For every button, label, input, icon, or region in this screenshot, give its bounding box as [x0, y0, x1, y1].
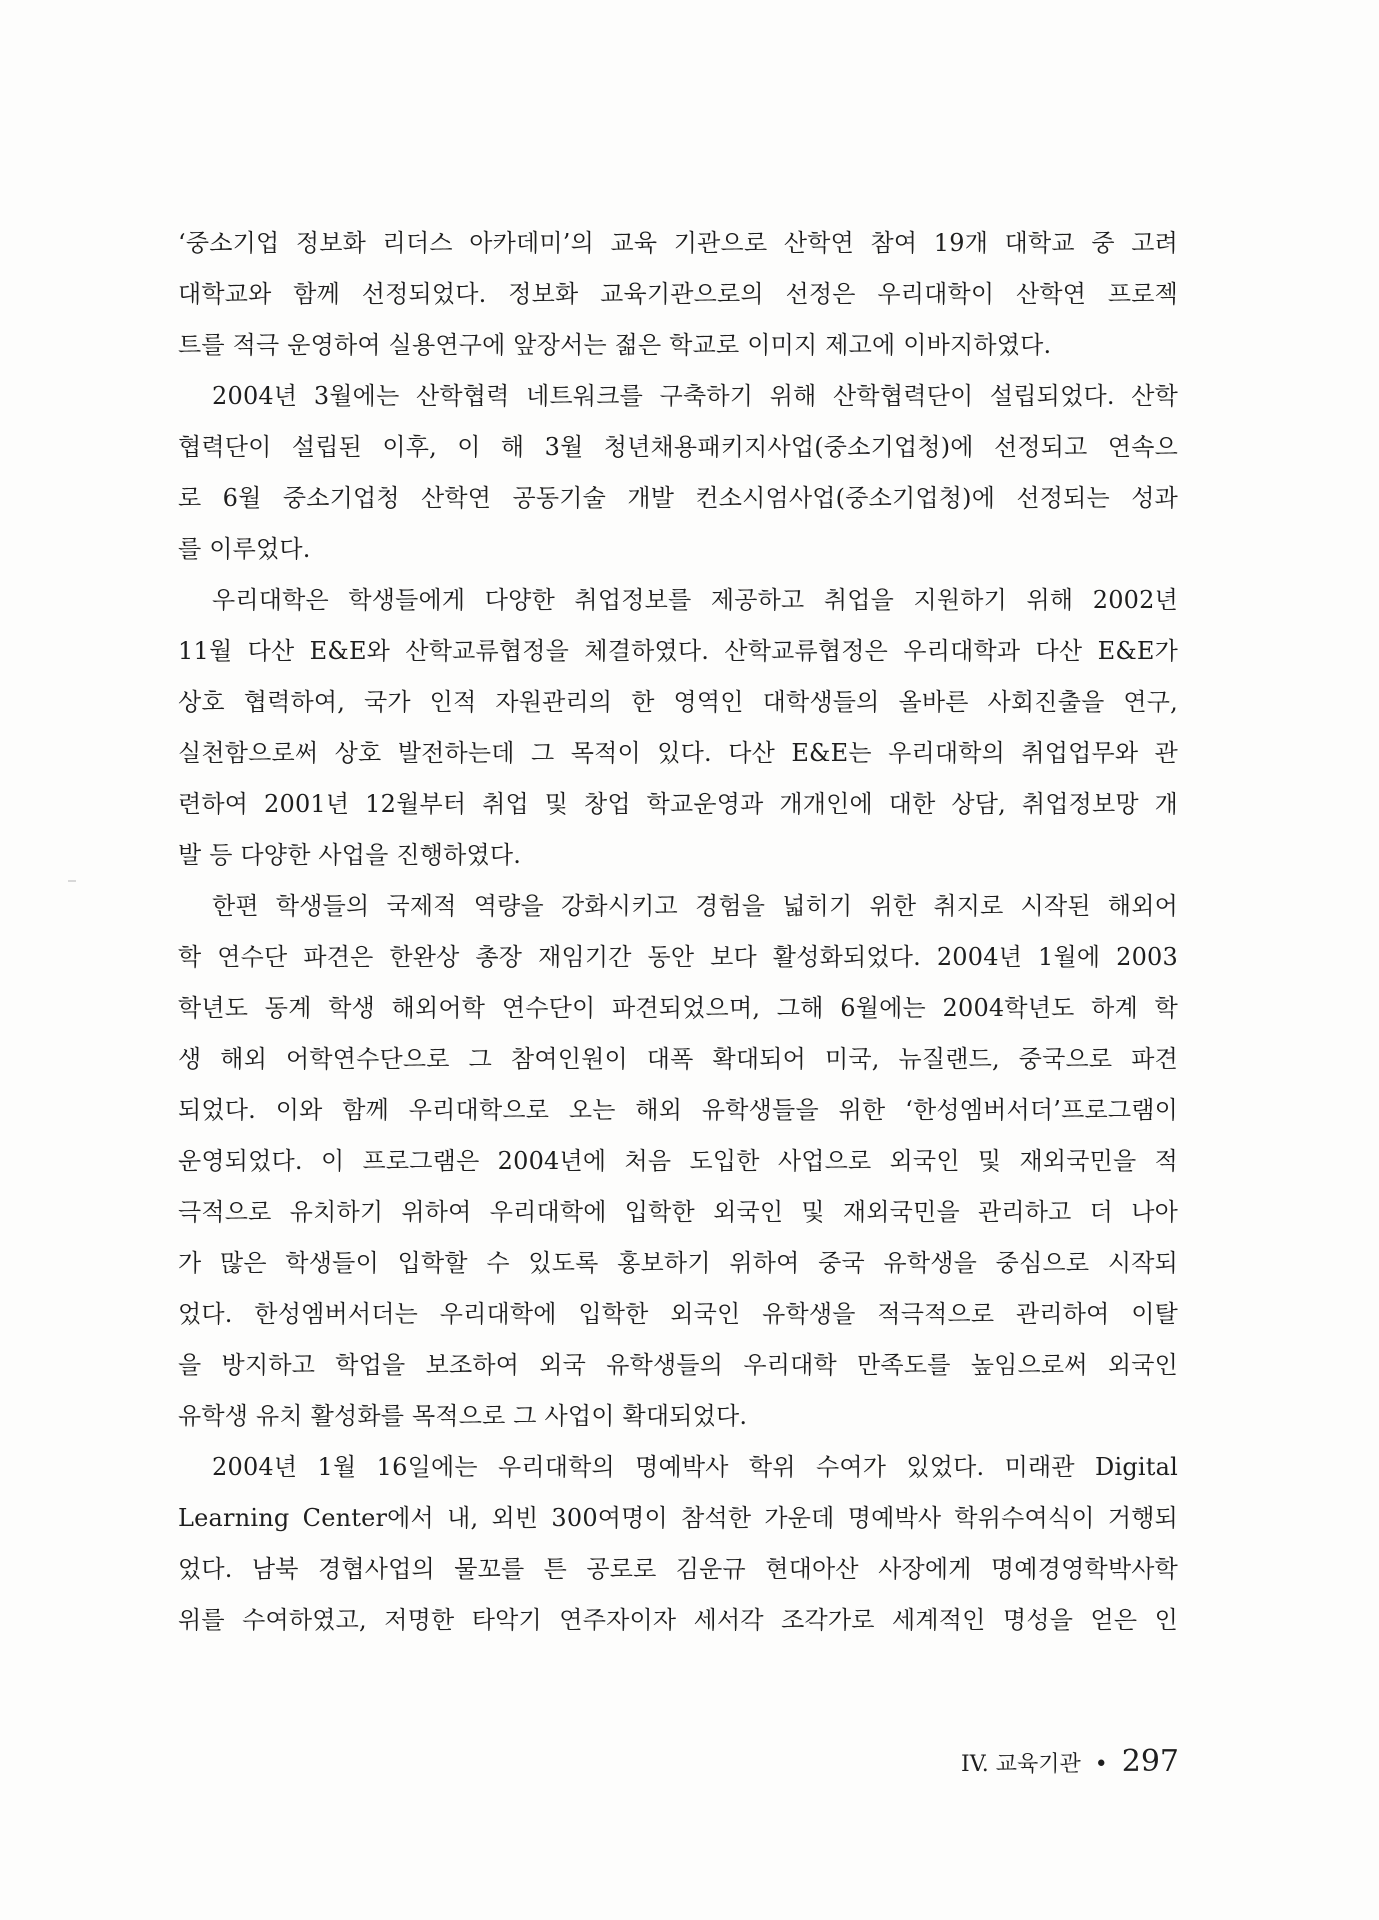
- text-line: 을 방지하고 학업을 보조하여 외국 유학생들의 우리대학 만족도를 높임으로써 외국인: [178, 1351, 1178, 1379]
- text-line: 가 많은 학생들이 입학할 수 있도록 홍보하기 위하여 중국 유학생을 중심으로 시작되: [178, 1249, 1178, 1277]
- text-line: 되었다. 이와 함께 우리대학으로 오는 해외 유학생들을 위한 ‘한성엠버서더’프로그램이: [178, 1096, 1178, 1124]
- text-line: 를 이루었다.: [178, 535, 311, 563]
- text-line: 극적으로 유치하기 위하여 우리대학에 입학한 외국인 및 재외국민을 관리하고 더 나아: [178, 1198, 1178, 1226]
- text-line: 2004년 3월에는 산학협력 네트워크를 구축하기 위해 산학협력단이 설립되었다. 산학: [212, 382, 1178, 410]
- text-line: 발 등 다양한 사업을 진행하였다.: [178, 841, 522, 869]
- text-line: 유학생 유치 활성화를 목적으로 그 사업이 확대되었다.: [178, 1402, 748, 1430]
- scan-mark: [68, 880, 76, 882]
- text-line: 2004년 1월 16일에는 우리대학의 명예박사 학위 수여가 있었다. 미래관 Digital: [212, 1453, 1178, 1481]
- text-line: 대학교와 함께 선정되었다. 정보화 교육기관으로의 선정은 우리대학이 산학연 프로젝: [178, 280, 1178, 308]
- section-title: IV. 교육기관: [961, 1752, 1081, 1777]
- page-number: 297: [1121, 1744, 1179, 1779]
- text-line: 학 연수단 파견은 한완상 총장 재임기간 동안 보다 활성화되었다. 2004년 1월에 2003: [178, 943, 1178, 971]
- text-line: 로 6월 중소기업청 산학연 공동기술 개발 컨소시엄사업(중소기업청)에 선정되는 성과: [178, 484, 1178, 512]
- text-line: 11월 다산 E&E와 산학교류협정을 체결하였다. 산학교류협정은 우리대학과 다산 E&E가: [178, 637, 1178, 665]
- text-line: 우리대학은 학생들에게 다양한 취업정보를 제공하고 취업을 지원하기 위해 2002년: [212, 586, 1178, 614]
- page-footer: [961, 1744, 1179, 1779]
- text-line: 생 해외 어학연수단으로 그 참여인원이 대폭 확대되어 미국, 뉴질랜드, 중국으로 파견: [178, 1045, 1178, 1073]
- body-text: [178, 218, 1178, 1646]
- text-line: 련하여 2001년 12월부터 취업 및 창업 학교운영과 개개인에 대한 상담, 취업정보망 개: [178, 790, 1178, 818]
- text-line: 협력단이 설립된 이후, 이 해 3월 청년채용패키지사업(중소기업청)에 선정되고 연속으: [178, 433, 1178, 461]
- text-line: 었다. 남북 경협사업의 물꼬를 튼 공로로 김운규 현대아산 사장에게 명예경영학박사학: [178, 1555, 1178, 1583]
- text-line: 운영되었다. 이 프로그램은 2004년에 처음 도입한 사업으로 외국인 및 재외국민을 적: [178, 1147, 1178, 1175]
- text-line: 었다. 한성엠버서더는 우리대학에 입학한 외국인 유학생을 적극적으로 관리하여 이탈: [178, 1300, 1178, 1328]
- text-line: 상호 협력하여, 국가 인적 자원관리의 한 영역인 대학생들의 올바른 사회진출을 연구,: [178, 688, 1178, 716]
- text-line: 트를 적극 운영하여 실용연구에 앞장서는 젊은 학교로 이미지 제고에 이바지하였다.: [178, 331, 1052, 359]
- bullet-separator: •: [1094, 1752, 1108, 1777]
- text-line: 위를 수여하였고, 저명한 타악기 연주자이자 세서각 조각가로 세계적인 명성을 얻은 인: [178, 1606, 1178, 1634]
- text-line: ‘중소기업 정보화 리더스 아카데미’의 교육 기관으로 산학연 참여 19개 대학교 중 고려: [178, 229, 1178, 257]
- text-line: Learning Center에서 내, 외빈 300여명이 참석한 가운데 명예박사 학위수여식이 거행되: [178, 1504, 1178, 1532]
- text-line: 학년도 동계 학생 해외어학 연수단이 파견되었으며, 그해 6월에는 2004학년도 하계 학: [178, 994, 1178, 1022]
- text-line: 한편 학생들의 국제적 역량을 강화시키고 경험을 넓히기 위한 취지로 시작된 해외어: [212, 892, 1178, 920]
- text-line: 실천함으로써 상호 발전하는데 그 목적이 있다. 다산 E&E는 우리대학의 취업업무와 관: [178, 739, 1178, 767]
